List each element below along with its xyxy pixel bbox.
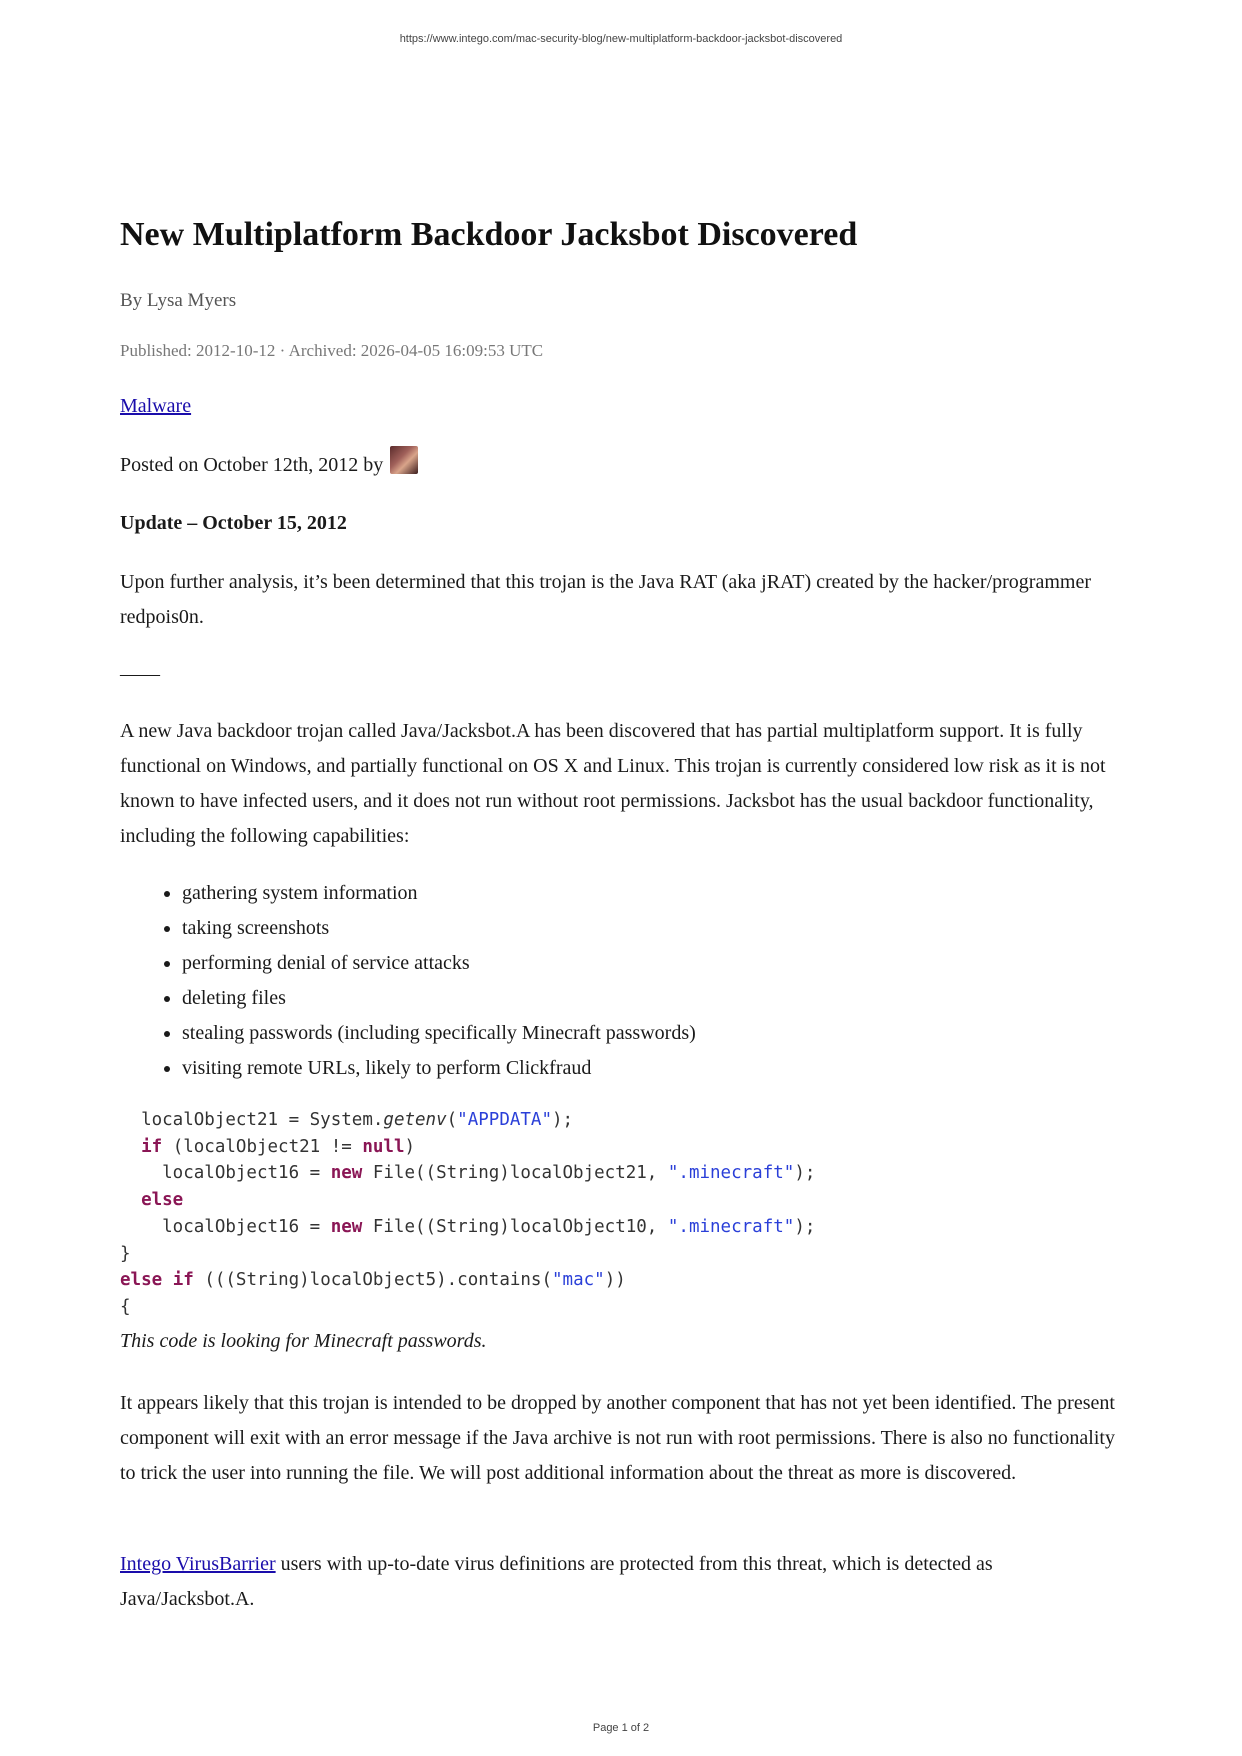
protection-text: users with up-to-date virus definitions are protected from this threat, which is detected as Java/Jacksbot.A. [120,1553,993,1610]
code-caption: This code is looking for Minecraft passwords. [120,1330,487,1352]
code-line: { [120,1296,131,1317]
list-item: • gathering system information [182,876,696,911]
code-line: localObject21 = System.getenv("APPDATA"); [120,1110,574,1130]
author-avatar[interactable] [390,446,418,474]
capabilities-list [120,876,696,1086]
code-line: localObject16 = new File((String)localObject10, ".minecraft"); [120,1216,816,1237]
protection-paragraph [120,1547,1120,1617]
posted-on-text: Posted on October 12th, 2012 by [120,454,384,476]
code-line: } [120,1243,131,1264]
list-item: • taking screenshots [182,911,696,946]
article-byline: By Lysa Myers [120,290,237,311]
article-dates: Published: 2012-10-12 · Archived: 2026-04-05 16:09:53 UTC [120,341,544,360]
article-title: New Multiplatform Backdoor Jacksbot Discovered [120,216,858,253]
update-heading: Update – October 15, 2012 [120,512,347,534]
list-item: • stealing passwords (including specifically Minecraft passwords) [182,1016,696,1051]
code-screenshot [120,1107,815,1321]
category-link-malware[interactable]: Malware [120,395,192,417]
update-paragraph: Upon further analysis, it’s been determined that this trojan is the Java RAT (aka jRAT) created by the hacker/programmer redpois0n. [120,571,1091,628]
code-line: else [141,1190,184,1211]
page-url-header: https://www.intego.com/mac-security-blog/new-multiplatform-backdoor-jacksbot-discovered [399,33,843,45]
posted-line [120,446,418,477]
dropper-paragraph: It appears likely that this trojan is intended to be dropped by another component that has not yet been identified. The present component will exit with an error message if the Java archive is not run with root permissions. There is also no functionality to trick the user into running the file. We will post additional information about the threat as more is discovered. [120,1392,1115,1484]
list-item: • visiting remote URLs, likely to perform Clickfraud [182,1051,696,1086]
list-item: • deleting files [182,981,696,1016]
separator: —— [120,663,160,685]
intro-paragraph: A new Java backdoor trojan called Java/Jacksbot.A has been discovered that has partial multiplatform support. It is fully functional on Windows, and partially functional on OS X and Linux. This trojan is currently considered low risk as it is not known to have infected users, and it does not run without root permissions. Jacksbot has the usual backdoor functionality, including the following capabilities: [120,720,1106,847]
code-line: else if (((String)localObject5).contains("mac")) [120,1270,626,1291]
code-line: if (localObject21 != null) [141,1136,416,1157]
category-tag [120,395,191,418]
code-line: localObject16 = new File((String)localObject21, ".minecraft"); [120,1163,816,1184]
virusbarrier-link[interactable]: Intego VirusBarrier [120,1553,276,1575]
page-number: Page 1 of 2 [592,1722,650,1734]
list-item: • performing denial of service attacks [182,946,696,981]
